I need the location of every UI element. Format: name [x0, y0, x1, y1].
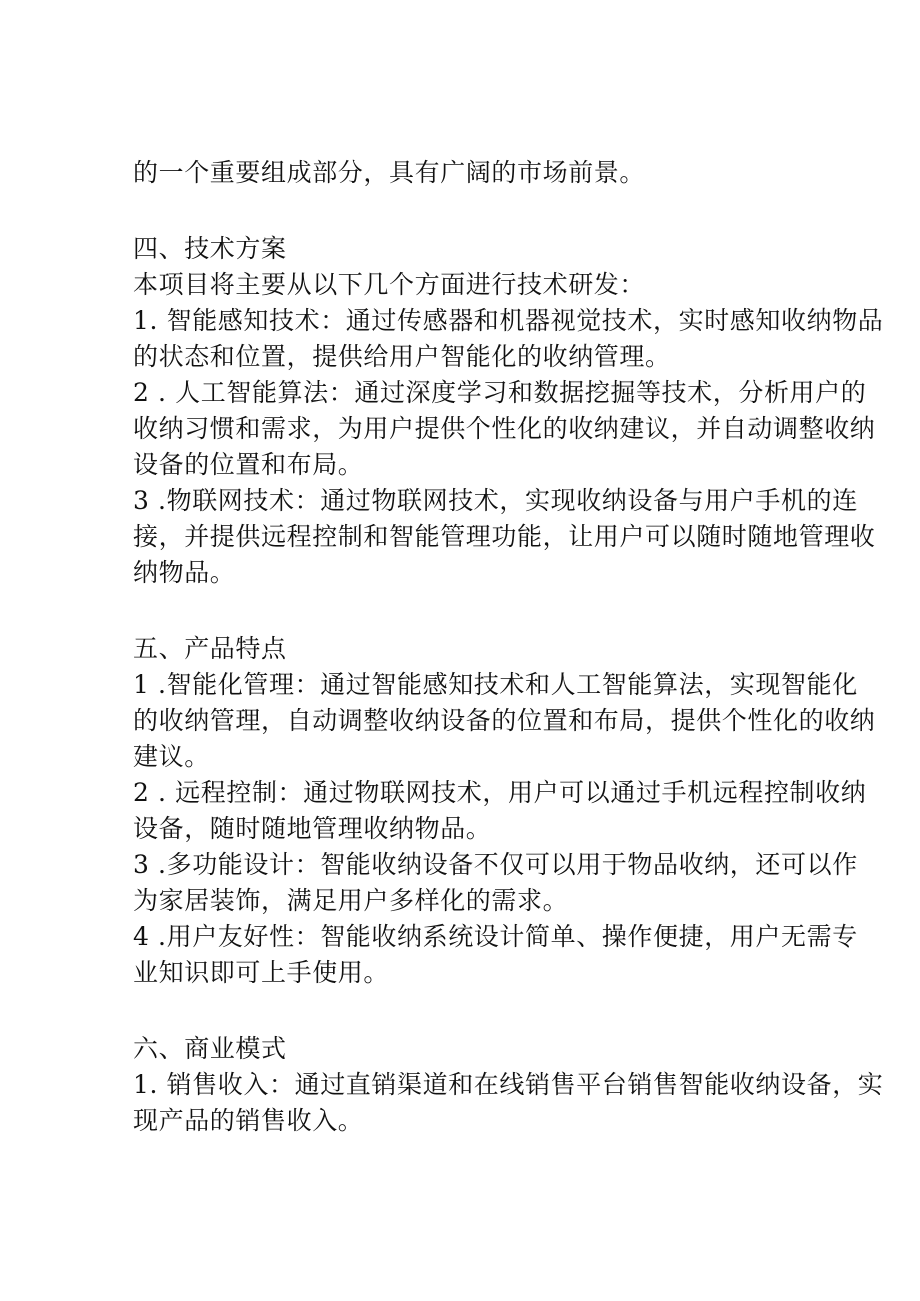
- text-line: 的状态和位置，提供给用户智能化的收纳管理。: [133, 342, 671, 371]
- text-line: 1 .智能化管理：通过智能感知技术和人工智能算法，实现智能化: [133, 670, 858, 699]
- text-line: 纳物品。: [133, 558, 236, 587]
- text-line: 设备，随时随地管理收纳物品。: [133, 814, 492, 843]
- list-item: [133, 919, 858, 991]
- text-line: 建议。: [133, 742, 210, 771]
- section-gap: [133, 991, 793, 1031]
- text-line: 设备的位置和布局。: [133, 450, 364, 479]
- section-gap: [133, 591, 793, 631]
- text-line: 接，并提供远程控制和智能管理功能，让用户可以随时随地管理收: [133, 522, 876, 551]
- list-item: [133, 847, 858, 919]
- intro-paragraph: [133, 155, 793, 191]
- section-gap: [133, 191, 793, 231]
- text-line: 1. 智能感知技术：通过传感器和机器视觉技术，实时感知收纳物品: [133, 306, 884, 335]
- text-line: 4 .用户友好性：智能收纳系统设计简单、操作便捷，用户无需专: [133, 922, 858, 951]
- text-line: 收纳习惯和需求，为用户提供个性化的收纳建议，并自动调整收纳: [133, 414, 876, 443]
- text-line: 本项目将主要从以下几个方面进行技术研发：: [133, 270, 646, 299]
- section-product-features: [133, 631, 876, 991]
- list-item: [133, 667, 876, 775]
- text-line: 1. 销售收入：通过直销渠道和在线销售平台销售智能收纳设备，实: [133, 1070, 884, 1099]
- section-technical-plan: [133, 231, 884, 591]
- text-line: 3 .多功能设计：智能收纳设备不仅可以用于物品收纳，还可以作: [133, 850, 858, 879]
- text-line: 3 .物联网技术：通过物联网技术，实现收纳设备与用户手机的连: [133, 486, 858, 515]
- text-line: 2 . 人工智能算法：通过深度学习和数据挖掘等技术，分析用户的: [133, 378, 867, 407]
- section-heading: 四、技术方案: [133, 234, 287, 263]
- list-item: [133, 1067, 884, 1139]
- list-item: [133, 483, 876, 591]
- text-line: 的收纳管理，自动调整收纳设备的位置和布局，提供个性化的收纳: [133, 706, 876, 735]
- list-item: [133, 775, 867, 847]
- document-page: [133, 155, 884, 1139]
- text-line: 的一个重要组成部分，具有广阔的市场前景。: [133, 158, 646, 187]
- list-item: [133, 303, 884, 375]
- section-business-model: [133, 1031, 884, 1139]
- text-line: 现产品的销售收入。: [133, 1106, 364, 1135]
- paragraph-intro: [133, 267, 793, 303]
- section-heading: 五、产品特点: [133, 634, 287, 663]
- list-item: [133, 375, 876, 483]
- text-line: 2 . 远程控制：通过物联网技术，用户可以通过手机远程控制收纳: [133, 778, 867, 807]
- section-heading: 六、商业模式: [133, 1034, 287, 1063]
- text-line: 业知识即可上手使用。: [133, 958, 390, 987]
- text-line: 为家居装饰，满足用户多样化的需求。: [133, 886, 569, 915]
